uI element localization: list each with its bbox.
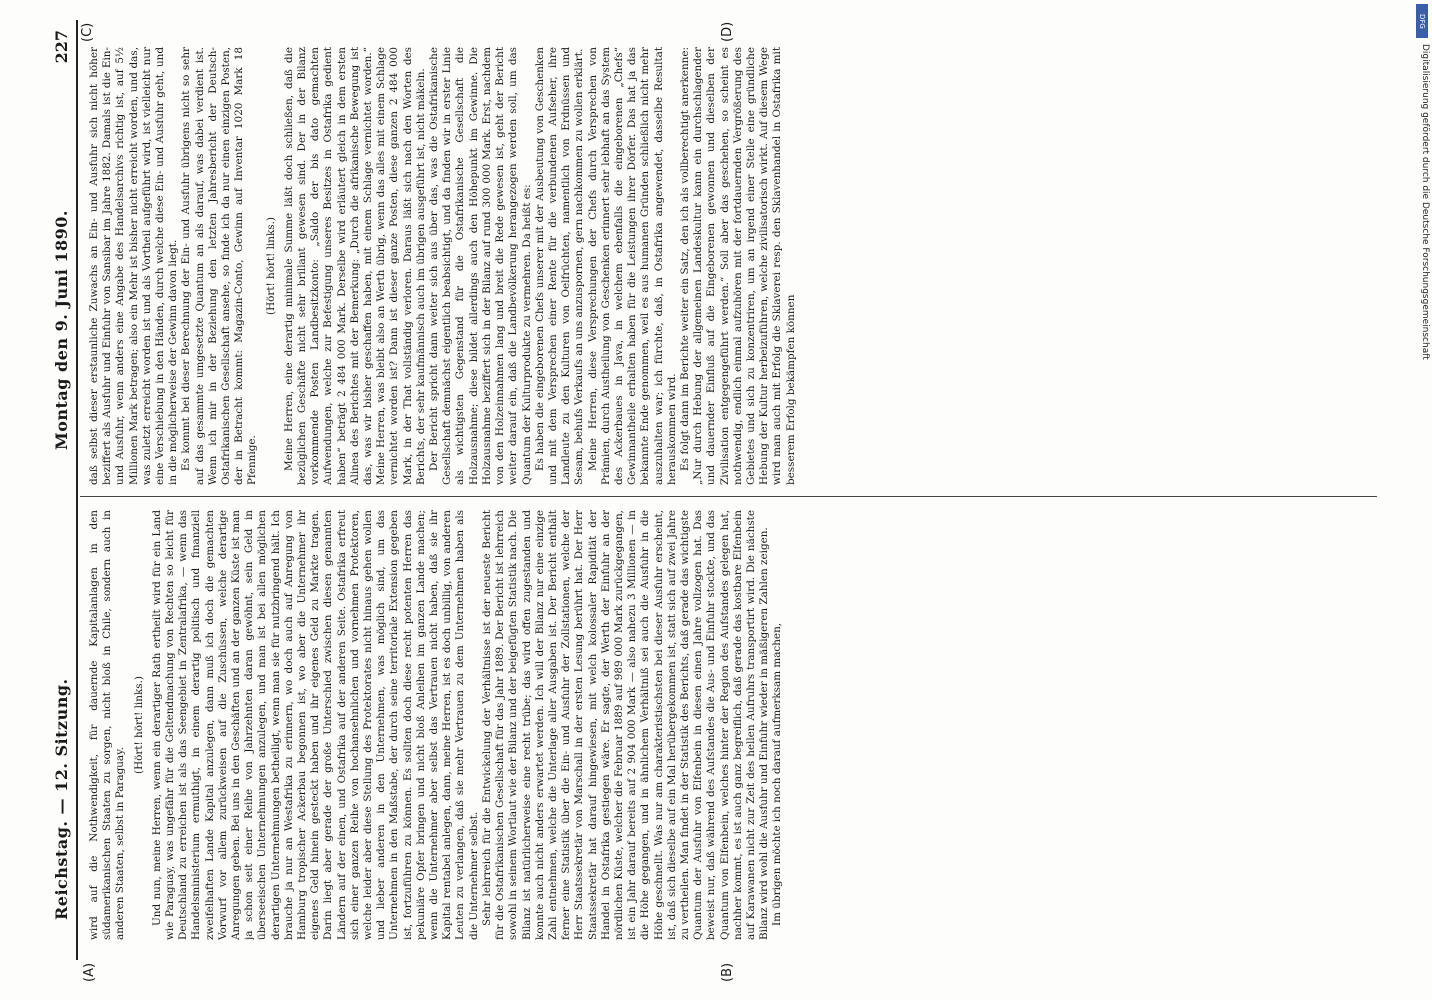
interjection: (Hört! hört! links.) — [132, 676, 145, 774]
paragraph: Meine Herren, eine derartig minimale Summe läßt doch schließen, daß die bezüglichen Geschäfte nicht sehr brillant gewesen sind. Der in der Bilanz vorkommende Posten Landbesitzkonto: „Saldo der bis dato gemachten Aufwendungen, welche zur Befestigung unseres Besitzes in Ostafrika gedient haben“ beträgt 2 484 000 Mark. Derselbe wird erläutert gleich in dem ersten Alinea des Berichtes mit der Bemerkung: „Durch die afrikanische Bewegung ist das, was wir bisher geschaffen haben, mit einem Schlage vernichtet worden.“ Meine Herren, was bleibt also an Werth übrig, wenn das alles mit einem Schlage vernichtet worden ist? Dann ist dieser ganze Posten, diese ganzen 2 484 000 Mark, in der That vollständig verloren. Daraus läßt sich nach den Worten des Berichts, der sehr kaufmännisch auch im übrigen ausgeführt ist, nicht mäkeln. — [282, 47, 427, 485]
paragraph: Und nun, meine Herren, wenn ein derartiger Rath ertheilt wird für ein Land wie Paraguay, was ungefähr für die Geltendmachung von Rechten so leicht für Deutschland zu erreichen ist als das Seengebiet in Zentralafrika, — wenn das Handelsministerium ermuthigt, in einem derartig politisch und finanziell zweifelhaften Lande Kapital anzulegen, dann muß ich doch die gemachten Vorwurf vor allem zurückweisen auf die Zuschüssen, welche derartige Anregungen geben. Bei uns in den Geschäften und an der ganzen Küste ist man ja schon seit einer Reihe von Jahrzehnten daran gewöhnt, sein Geld in überseeischen Unternehmungen anzulegen, und man ist bei allen möglichen derartigen Unternehmungen betheiligt, wenn man sie für nutzbringend hält. Ich brauche ja nur an Westafrika zu erinnern, wo doch auch auf Anregung von Hamburg tropischer Ackerbau begonnen ist, wo aber die Unternehmer ihr eigenes Geld hinein gesteckt haben und ihr eigenes Geld zu Markte tragen. Darin liegt aber gerade der große Unterschied zwischen diesen genannten Ländern auf der einen, und Ostafrika auf der anderen Seite. Ostafrika erfreut sich einer ganzen Reihe von hochansehnlichen und vornehmen Protektoren, welche leider aber diese Stellung des Protektorates nicht hinaus gehen wollen und lieber anderen in den Unternehmen, was möglich sind, um das Unternehmen in den Maßstabe, der durch seine territoriale Extension gegeben ist, fortzuführen zu können. Es sollten doch diese recht potenten Herren das pekuniäre Opfer bringen und nicht bloß Anleihen im ganzen Lande machen; wenn die Unternehmer aber selbst das Vertrauen nicht haben, daß sie ihr Kapital rentabel anlegen, dann, meine Herren, ist es doch unbillig, von anderen Leuten zu verlangen, daß sie mehr Vertrauen zu dem Unternehmen haben als die Unternehmer selbst. — [150, 510, 480, 940]
paragraph: Es kommt bei dieser Berechnung der Ein- und Ausfuhr übrigens nicht so sehr auf das gesammte umgesetzte Quantum an als darauf, was dabei verdient ist. Wenn ich mir in der Beziehung den letzten Jahresbericht der Deutsch-Ostafrikanischen Gesellschaft ansehe, so finde ich da nur einen einzigen Posten, der in Betracht kommt: Magazin-Conto, Gewinn auf Inventar 1020 Mark 18 Pfennige. — [180, 47, 259, 485]
block-quote: Es haben die eingeborenen Chefs unserer mit der Ausbeutung von Geschenken und mit dem Versprechen einer Rente für die verbundenen Aufseher, ihre Landleute zu den Kulturen von Oelfrüchten, namentlich von Erdnüssen und Sesam, behufs Verkaufs an uns anzuspornen, gern nachkommen zu wollen erklärt. — [533, 47, 586, 485]
right-text-column — [88, 47, 1372, 485]
margin-marker-b: (B) — [720, 962, 735, 982]
digitization-note: Digitalisierung gefördert durch die Deutsche Forschungsgemeinschaft — [1420, 44, 1430, 360]
paragraph: wird auf die Nothwendigkeit, für dauernde Kapitalanlagen in den südamerikanischen Staaten zu sorgen, nicht bloß in Chile, sondern auch in anderen Staaten, selbst in Paraguay. — [88, 510, 127, 940]
header-left-title: Reichstag. — 12. Sitzung. — [52, 678, 71, 920]
paragraph: Sehr lehrreich für die Entwickelung der Verhältnisse ist der neueste Bericht für die Ostafrikanischen Gesellschaft für das Jahr 1889. Der Bericht ist lehrreich sowohl in seinem Wortlaut wie der Bilanz und der beigefügten Statistik nach. Die Bilanz ist natürlicherweise eine recht trübe; das wird offen zugestanden und konnte auch nicht anders erwartet werden. Ich will der Bilanz nur eine einzige Zahl entnehmen, welche die Unterlage aller Ausgaben ist. Der Bericht enthält ferner eine Statistik über die Ein- und Ausfuhr der Zollstationen, welche der Herr Staatssekretär von Marschall in der ersten Lesung berührt hat. Der Herr Staatssekretär hat darauf hingewiesen, mit welch kolossaler Rapidität der Handel in Ostafrika gestiegen wäre. Er sagte, der Werth der Einfuhr an der nördlichen Küste, welcher die Februar 1889 auf 989 000 Mark zurückgegangen, ist ein Jahr darauf bereits auf 2 904 000 Mark — also nahezu 3 Millionen — in die Höhe gegangen, und in ähnlichem Verhältniß sei auch die Ausfuhr in die Höhe geschnellt. Was nur am charakteristischsten bei dieser Ausfuhr erscheint, ist, daß sich dieselbe auf ein Mal herübergekommen ist, statt sich auf zwei Jahre zu vertheilen. Man findet in der Statistik des Berichts, daß gerade das wichtigste Quantum der Ausfuhr von Elfenbein in diesen einen Jahre vollzogen hat. Das beweist nur, daß während des Aufstandes die Aus- und Einfuhr stockte, und das Quantum von Elfenbein, welches hinter der Region des Aufstandes gelegen hat, nachher kommt, es ist auch ganz begreiflich, daß gerade das kostbare Elfenbein auf Karawanen nicht zur Zeit des hellen Aufruhrs transportirt wird. Die nächste Bilanz wird wohl die Ausfuhr und Einfuhr wieder in mäßigeren Zahlen zeigen. — [480, 510, 771, 940]
interjection: (Hört! hört! links.) — [264, 217, 277, 315]
paragraph: Im übrigen möchte ich noch darauf aufmerksam machen, — [771, 622, 784, 926]
paragraph: Der Bericht spricht dann weiter sich aus über das, was die Ostafrikanische Gesellschaft demnächst eigentlich beabsichtigt, und da finden wir in erster Linie als wichtigsten Gegenstand für die Ostafrikanische Gesellschaft die Holzausnahme; diese bildet allerdings auch den Höhepunkt im Gewinne. Die Holzausnahme beziffert sich in der Bilanz auf rund 300 000 Mark. Erst, nachdem von den Holzeinnahmen lang und breit die Rede gewesen ist, geht der Bericht weiter darauf ein, daß die Landbevölkerung herangezogen werden soll, um das Quantum der Kulturprodukte zu vermehren. Da heißt es: — [428, 47, 533, 485]
paragraph: daß selbst dieser erstaunliche Zuwachs an Ein- und Ausfuhr sich nicht höher beziffert als Ausfuhr und Einfuhr von Sansibar im Jahre 1882. Damals ist die Ein- und Ausfuhr, wenn anders eine Angabe des Handelsarchivs richtig ist, auf 5½ Millionen Mark betragen; also ein Mehr ist bisher nicht erreicht worden, und das, was zuletzt erreicht worden ist und als Vortheil aufgeführt wird, ist vielleicht nur eine Verschiebung in den Händen, durch welche diese Ein- und Ausfuhr geht, und in die möglicherweise der Gewinn davon liegt. — [88, 47, 180, 485]
paragraph: Es folgt dann im Berichte weiter ein Satz, den ich als vollberechtigt anerkenne: „Nur durch Hebung der allgemeinen Landeskultur kann ein durchschlagender und dauernder Einfluß auf die Eingeborenen gewonnen und dieselben der Zivilisation entgegengeführt werden.“ Soll aber das geschehen, so scheint es nothwendig, endlich einmal aufzuhören mit der fortdauernden Vergrößerung des Gebietes und sich zu konzentriren, um an irgend einer Stelle eine gründliche Hebung der Kultur herbeizuführen, welche zivilisatorisch wirkt. Auf diesem Wege wird man auch mit Erfolg die Sklaverei resp. den Sklavenhandel in Ostafrika mit besserem Erfolg bekämpfen können — [678, 47, 797, 485]
page-header — [52, 20, 74, 980]
paragraph: Meine Herren, diese Versprechungen der Chefs durch Versprechen von Prämien, durch Austheilung von Geschenken erinnert sehr lebhaft an das System des Ackerbaues in Java, in welchem ebenfalls die eingeborenen „Chefs“ Gewinnantheile erhalten haben für die Leistungen ihrer Dörfer. Das hat ja das bekannte Ende genommen, weil es aus humanen Gründen schließlich nicht mehr auszuhalten war; ich fürchte, daß, in Ostafrika angewendet, dasselbe Resultat herauskommen wird. — [586, 47, 678, 485]
header-date: Montag den 9. Juni 1890. — [52, 210, 71, 450]
margin-marker-a: (A) — [82, 962, 97, 982]
left-text-column — [88, 510, 1372, 940]
dfg-logo: DFG — [1416, 4, 1428, 38]
margin-marker-c: (C) — [80, 22, 95, 42]
margin-marker-d: (D) — [720, 21, 735, 42]
column-divider — [80, 496, 1377, 497]
page-number: 227 — [52, 30, 71, 64]
header-rule — [76, 20, 78, 960]
